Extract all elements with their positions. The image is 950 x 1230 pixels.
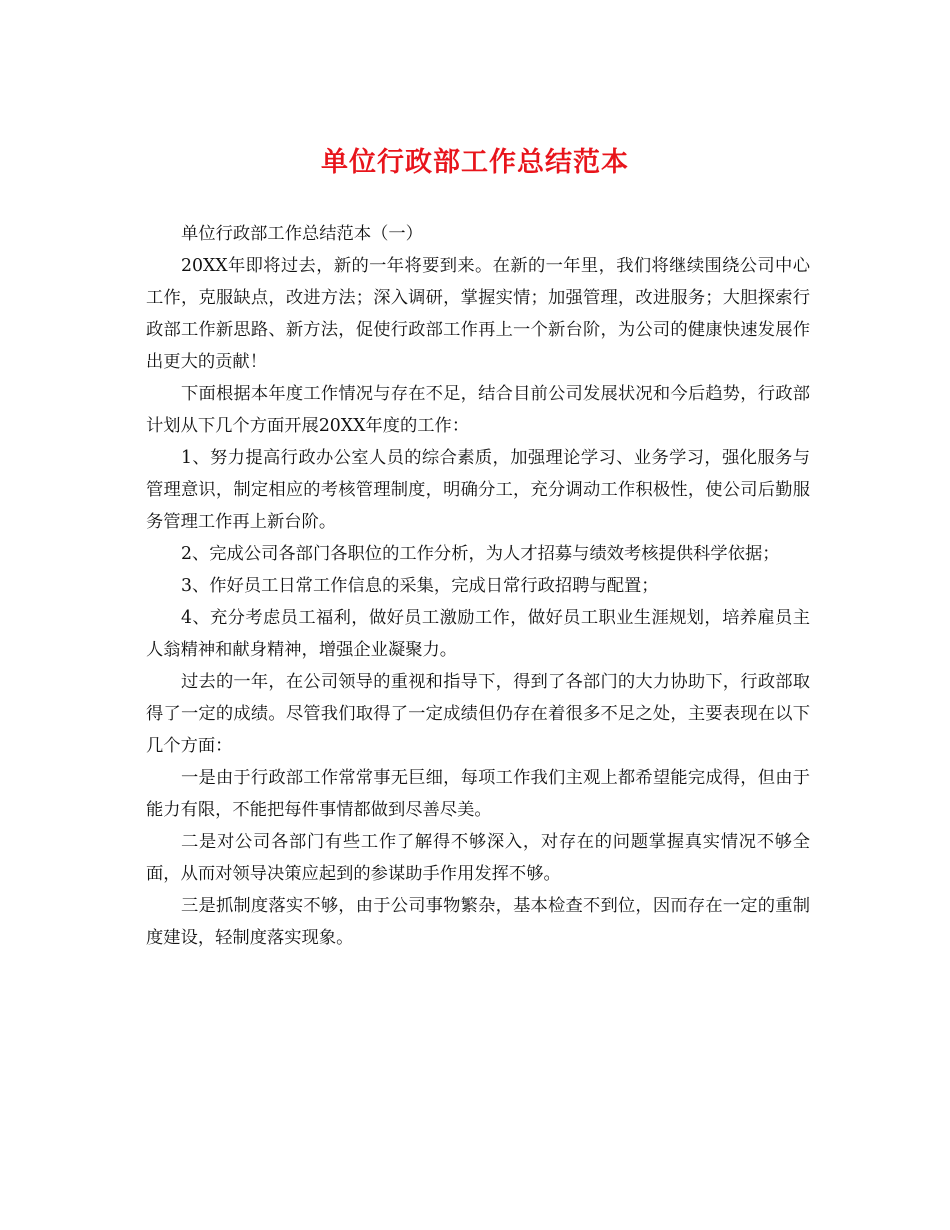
review-paragraph: 过去的一年，在公司领导的重视和指导下，得到了各部门的大力协助下，行政部取得了一定的成绩。尽管我们取得了一定成绩但仍存在着很多不足之处，主要表现在以下几个方面： <box>146 672 810 756</box>
shortcoming-1: 一是由于行政部工作常常事无巨细，每项工作我们主观上都希望能完成得，但由于能力有限，不能把每件事情都做到尽善尽美。 <box>146 768 810 820</box>
subtitle-paragraph: 单位行政部工作总结范本（一） <box>181 224 423 244</box>
plan-item-4: 4、充分考虑员工福利，做好员工激励工作，做好员工职业生涯规划，培养雇员主人翁精神和献身精神，增强企业凝聚力。 <box>146 608 810 660</box>
document-body <box>146 218 810 954</box>
plan-item-2: 2、完成公司各部门各职位的工作分析，为人才招募与绩效考核提供科学依据； <box>181 544 780 564</box>
shortcoming-3: 三是抓制度落实不够，由于公司事物繁杂，基本检查不到位，因而存在一定的重制度建设，轻制度落实现象。 <box>146 896 810 948</box>
document-title: 单位行政部工作总结范本 <box>321 147 629 178</box>
shortcoming-2: 二是对公司各部门有些工作了解得不够深入，对存在的问题掌握真实情况不够全面，从而对领导决策应起到的参谋助手作用发挥不够。 <box>146 832 810 884</box>
plan-item-3: 3、作好员工日常工作信息的采集，完成日常行政招聘与配置； <box>181 576 659 596</box>
intro-paragraph: 20XX年即将过去，新的一年将要到来。在新的一年里，我们将继续围绕公司中心工作，克服缺点，改进方法；深入调研，掌握实情；加强管理，改进服务；大胆探索行政部工作新思路、新方法，促使行政部工作再上一个新台阶，为公司的健康快速发展作出更大的贡献！ <box>146 256 810 372</box>
plan-item-1: 1、努力提高行政办公室人员的综合素质，加强理论学习、业务学习，强化服务与管理意识，制定相应的考核管理制度，明确分工，充分调动工作积极性，使公司后勤服务管理工作再上新台阶。 <box>146 448 810 532</box>
plan-intro-paragraph: 下面根据本年度工作情况与存在不足，结合目前公司发展状况和今后趋势，行政部计划从下几个方面开展20XX年度的工作： <box>146 384 810 436</box>
